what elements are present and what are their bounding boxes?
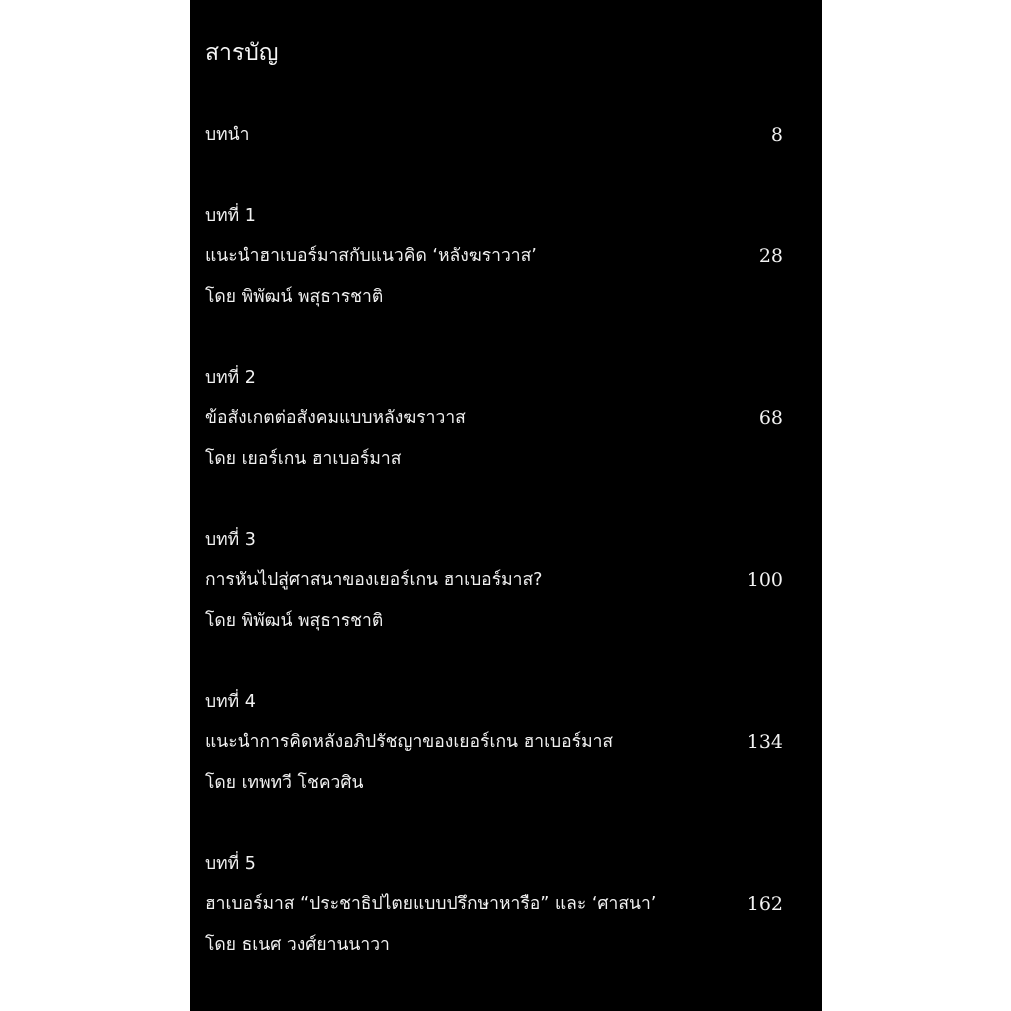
- toc-entry-chapter-3: [205, 565, 783, 595]
- chapter-label: บทที่ 2: [205, 368, 256, 388]
- chapter-label: บทที่ 5: [205, 854, 256, 874]
- toc-entry-chapter-5: [205, 889, 783, 919]
- toc-entry-title: ฮาเบอร์มาส “ประชาธิปไตยแบบปรึกษาหารือ” และ ‘ศาสนา’: [205, 894, 657, 914]
- toc-title: สารบัญ: [205, 40, 279, 66]
- toc-entry-intro: [205, 120, 783, 150]
- chapter-label: บทที่ 1: [205, 206, 256, 226]
- toc-page: [190, 0, 822, 1011]
- chapter-author: โดย ธเนศ วงศ์ยานนาวา: [205, 935, 390, 955]
- chapter-author: โดย เทพทวี โชควศิน: [205, 773, 364, 793]
- toc-entry-title: บทนำ: [205, 125, 250, 145]
- toc-page-number: 8: [770, 124, 783, 146]
- toc-entry-title: แนะนำฮาเบอร์มาสกับแนวคิด ‘หลังฆราวาส’: [205, 246, 537, 266]
- toc-entry-chapter-1: [205, 241, 783, 271]
- toc-page-number: 162: [746, 893, 783, 915]
- toc-entry-chapter-4: [205, 727, 783, 757]
- chapter-label: บทที่ 3: [205, 530, 256, 550]
- toc-entry-title: ข้อสังเกตต่อสังคมแบบหลังฆราวาส: [205, 408, 466, 428]
- toc-page-number: 28: [758, 245, 783, 267]
- toc-entry-title: แนะนำการคิดหลังอภิปรัชญาของเยอร์เกน ฮาเบอร์มาส: [205, 732, 614, 752]
- toc-page-number: 134: [746, 731, 783, 753]
- toc-entry-title: การหันไปสู่ศาสนาของเยอร์เกน ฮาเบอร์มาส?: [205, 570, 543, 590]
- toc-entry-chapter-2: [205, 403, 783, 433]
- chapter-author: โดย พิพัฒน์ พสุธารชาติ: [205, 287, 384, 307]
- chapter-label: บทที่ 4: [205, 692, 256, 712]
- chapter-author: โดย เยอร์เกน ฮาเบอร์มาส: [205, 449, 402, 469]
- toc-page-number: 100: [746, 569, 783, 591]
- toc-page-number: 68: [758, 407, 783, 429]
- chapter-author: โดย พิพัฒน์ พสุธารชาติ: [205, 611, 384, 631]
